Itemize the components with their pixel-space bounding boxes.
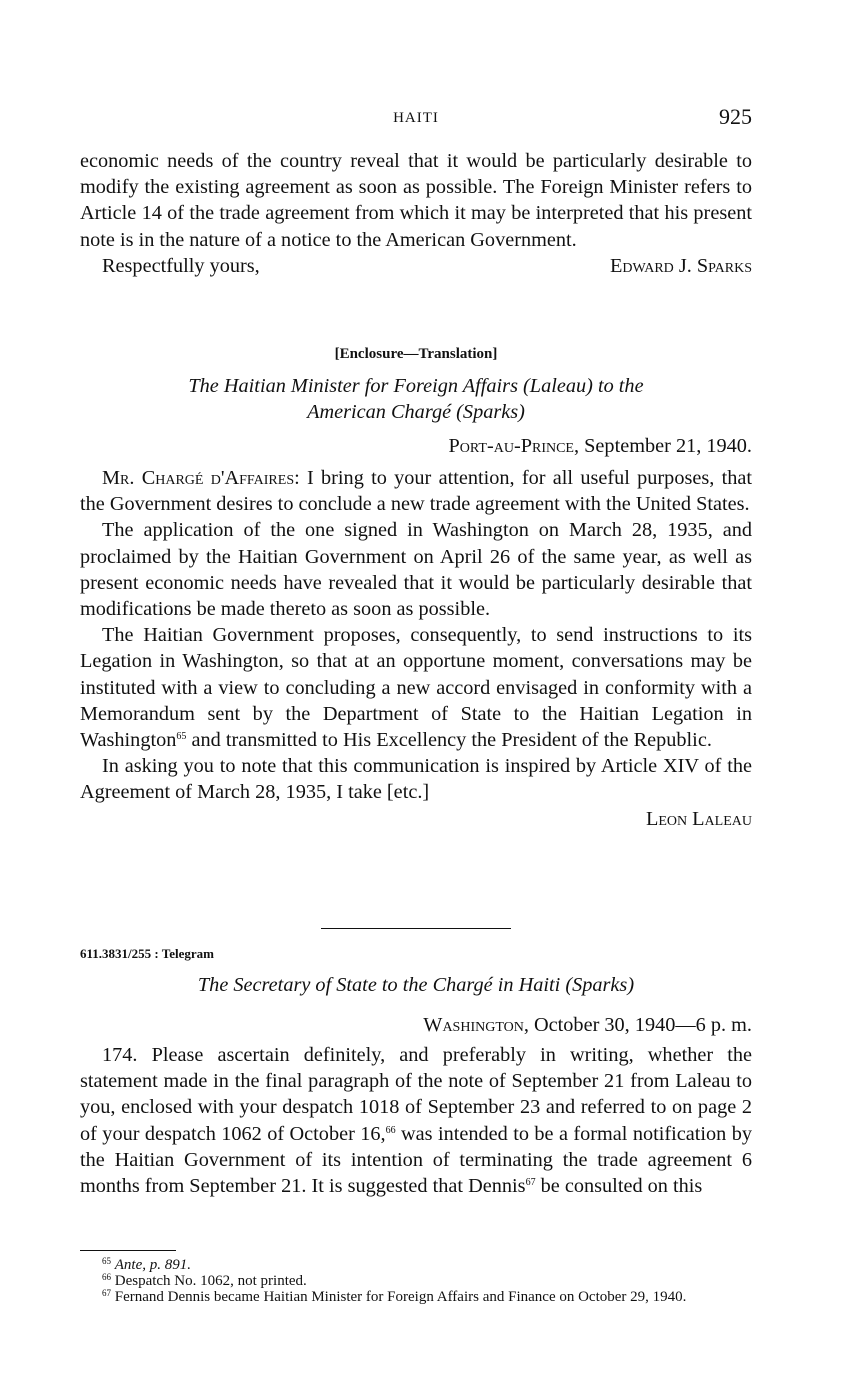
footnote-text: Despatch No. 1062, not printed. <box>114 1273 307 1289</box>
enclosure-paragraph-3 <box>80 622 752 753</box>
telegram-file-ref: 611.3831/255 : Telegram <box>80 946 214 961</box>
footnote-number: 65 <box>102 1256 111 1266</box>
footnote-66 <box>80 1273 752 1289</box>
section-divider <box>80 928 752 929</box>
intro-section <box>80 148 752 279</box>
footnote-text: Fernand Dennis became Haitian Minister for Foreign Affairs and Finance on October 29, 1940. <box>114 1289 687 1305</box>
footnote-number: 67 <box>102 1288 111 1298</box>
enclosure-section <box>80 346 752 832</box>
salutation: Mr. Chargé d'Affaires: <box>102 467 300 489</box>
enclosure-dateline <box>80 433 752 459</box>
enclosure-paragraph-3-text-a: The Haitian Government proposes, consequently, to send instructions to its Legation in Washington, so that at an opportune moment, conversations may be instituted with a view to concluding a new accord envisaged in conformity with a Memorandum sent by the Department of State to the Haitian Legation in Washington <box>80 624 752 752</box>
footnote-rule <box>80 1250 176 1251</box>
enclosure-place: Port-au-Prince, <box>448 435 580 457</box>
running-head-title: HAITI <box>393 110 439 126</box>
enclosure-label: [Enclosure—Translation] <box>334 346 498 362</box>
enclosure-paragraph-2: The application of the one signed in Washington on March 28, 1935, and proclaimed by the Haitian Government on April 26 of the same year, as well as present economic needs have revealed that it would be particularly desirable that modifications be made thereto as soon as possible. <box>80 519 752 621</box>
footnote-ref-66: 66 <box>385 1124 396 1136</box>
enclosure-title-line-2: American Chargé (Sparks) <box>307 401 525 423</box>
intro-paragraph: economic needs of the country reveal that it would be particularly desirable to modify the existing agreement as soon as possible. The Foreign Minister refers to Article 14 of the trade agreement from which it may be interpreted that his present note is in the nature of a notice to the American Government. <box>80 150 752 251</box>
enclosure-paragraph-1 <box>80 465 752 517</box>
footnote-number: 66 <box>102 1272 111 1282</box>
footnote-ref-67: 67 <box>525 1177 536 1189</box>
footnote-text: Ante, p. 891. <box>114 1257 191 1273</box>
telegram-paragraph <box>80 1042 752 1199</box>
telegram-paragraph-text-a: 174. Please ascertain definitely, and preferably in writing, whether the statement made in the final paragraph of the note of September 21 from Laleau to you, enclosed with your despatch 1018 of September 23 and referred to on page 2 of your despatch 1062 of October 16, <box>80 1044 752 1145</box>
closing-signer: Edward J. Sparks <box>610 254 752 277</box>
enclosure-title-line-1: The Haitian Minister for Foreign Affairs (Laleau) to the <box>188 375 644 397</box>
telegram-paragraph-text-c: be consulted on this <box>540 1175 703 1198</box>
telegram-dateline <box>80 1012 752 1038</box>
footnote-67 <box>80 1289 752 1305</box>
enclosure-paragraph-1-text: I bring to your attention, for all useful purposes, that the Government desires to conclude a new trade agreement with the United States. <box>80 467 752 516</box>
footnotes-section <box>80 1250 752 1305</box>
enclosure-signer: Leon Laleau <box>645 807 752 830</box>
enclosure-paragraph-3-text-b: and transmitted to His Excellency the President of the Republic. <box>191 729 712 752</box>
divider-rule <box>321 928 511 929</box>
telegram-date: October 30, 1940—6 p. m. <box>534 1014 752 1036</box>
enclosure-paragraph-4: In asking you to note that this communication is inspired by Article XIV of the Agreement of March 28, 1935, I take [etc.] <box>80 755 752 804</box>
enclosure-date: September 21, 1940. <box>584 435 752 457</box>
closing-text: Respectfully yours, <box>102 254 260 277</box>
footnote-65 <box>80 1257 752 1273</box>
running-head <box>80 104 752 134</box>
closing-row <box>80 253 752 279</box>
telegram-title: The Secretary of State to the Chargé in Haiti (Sparks) <box>197 974 635 996</box>
footnote-ref-65: 65 <box>176 731 187 743</box>
telegram-paragraph-text-b: was intended to be a formal notification by the Haitian Government of its intention of terminating the trade agreement 6 months from September 21. It is suggested that Dennis <box>80 1122 753 1198</box>
telegram-place: Washington, <box>423 1014 529 1036</box>
page-number: 925 <box>719 104 752 129</box>
telegram-section <box>80 946 752 1199</box>
